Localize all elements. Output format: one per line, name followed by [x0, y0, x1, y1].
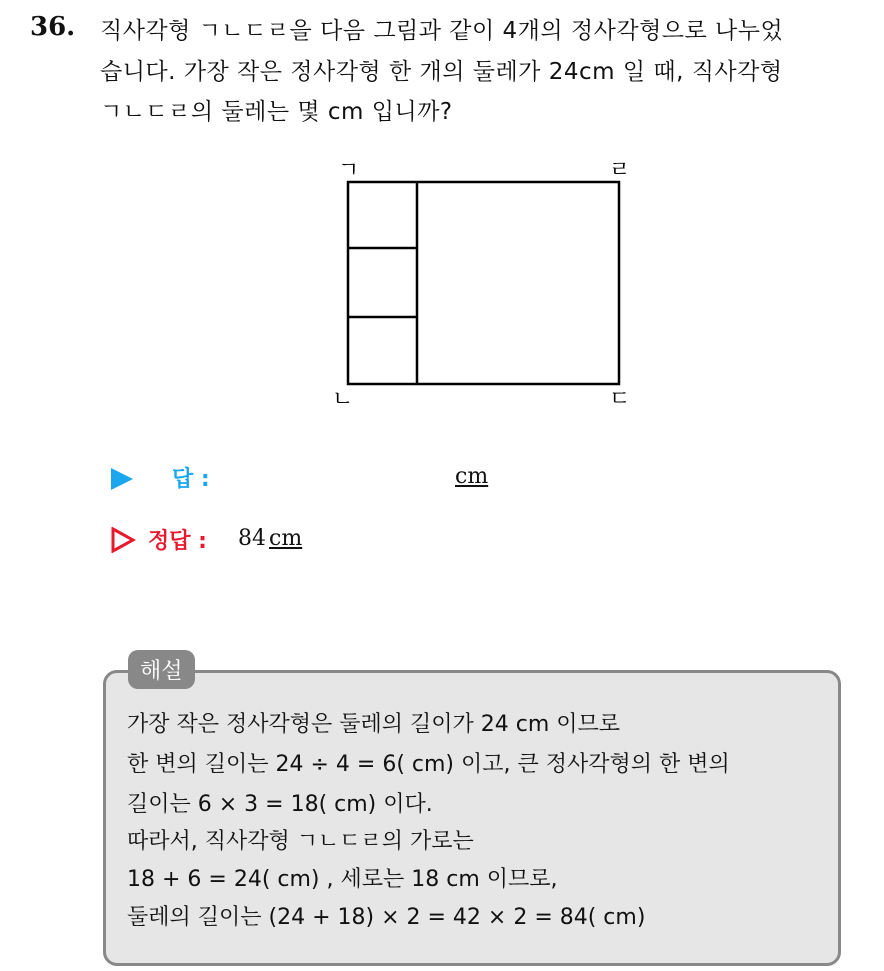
explanation-line-5: 18 + 6 = 24( cm) , 세로는 18 cm 이므로, — [127, 867, 558, 892]
outer-rectangle — [348, 182, 619, 384]
answer-arrow-icon — [111, 468, 133, 490]
correct-label: 정답 : — [148, 529, 207, 554]
correct-unit: cm — [269, 526, 303, 551]
corner-label-bottom-left: ㄴ — [332, 387, 354, 410]
explanation-line-1: 가장 작은 정사각형은 둘레의 길이가 24 cm 이므로 — [127, 712, 621, 737]
explanation-line-2: 한 변의 길이는 24 ÷ 4 = 6( cm) 이고, 큰 정사각형의 한 변의 — [127, 752, 730, 777]
question-line-1: 직사각형 ㄱㄴㄷㄹ을 다음 그림과 같이 4개의 정사각형으로 나누었 — [100, 18, 784, 44]
corner-label-top-left: ㄱ — [338, 158, 360, 183]
correct-number: 84 — [238, 526, 266, 551]
rectangle-figure — [320, 150, 650, 410]
explanation-tag: 해설 — [128, 650, 195, 689]
correct-arrow-icon — [110, 527, 136, 553]
correct-value — [238, 526, 302, 551]
answer-label: 답 : — [172, 467, 210, 492]
question-number: 36. — [30, 12, 76, 42]
corner-label-top-right: ㄹ — [609, 158, 631, 183]
explanation-line-4: 따라서, 직사각형 ㄱㄴㄷㄹ의 가로는 — [127, 829, 474, 854]
explanation-line-3: 길이는 6 × 3 = 18( cm) 이다. — [127, 792, 433, 817]
corner-label-bottom-right: ㄷ — [609, 387, 631, 410]
question-line-2: 습니다. 가장 작은 정사각형 한 개의 둘레가 24cm 일 때, 직사각형 — [100, 59, 783, 85]
question-line-3: ㄱㄴㄷㄹ의 둘레는 몇 cm 입니까? — [100, 99, 453, 125]
answer-unit: cm — [455, 464, 489, 489]
explanation-line-6: 둘레의 길이는 (24 + 18) × 2 = 42 × 2 = 84( cm) — [127, 905, 646, 930]
